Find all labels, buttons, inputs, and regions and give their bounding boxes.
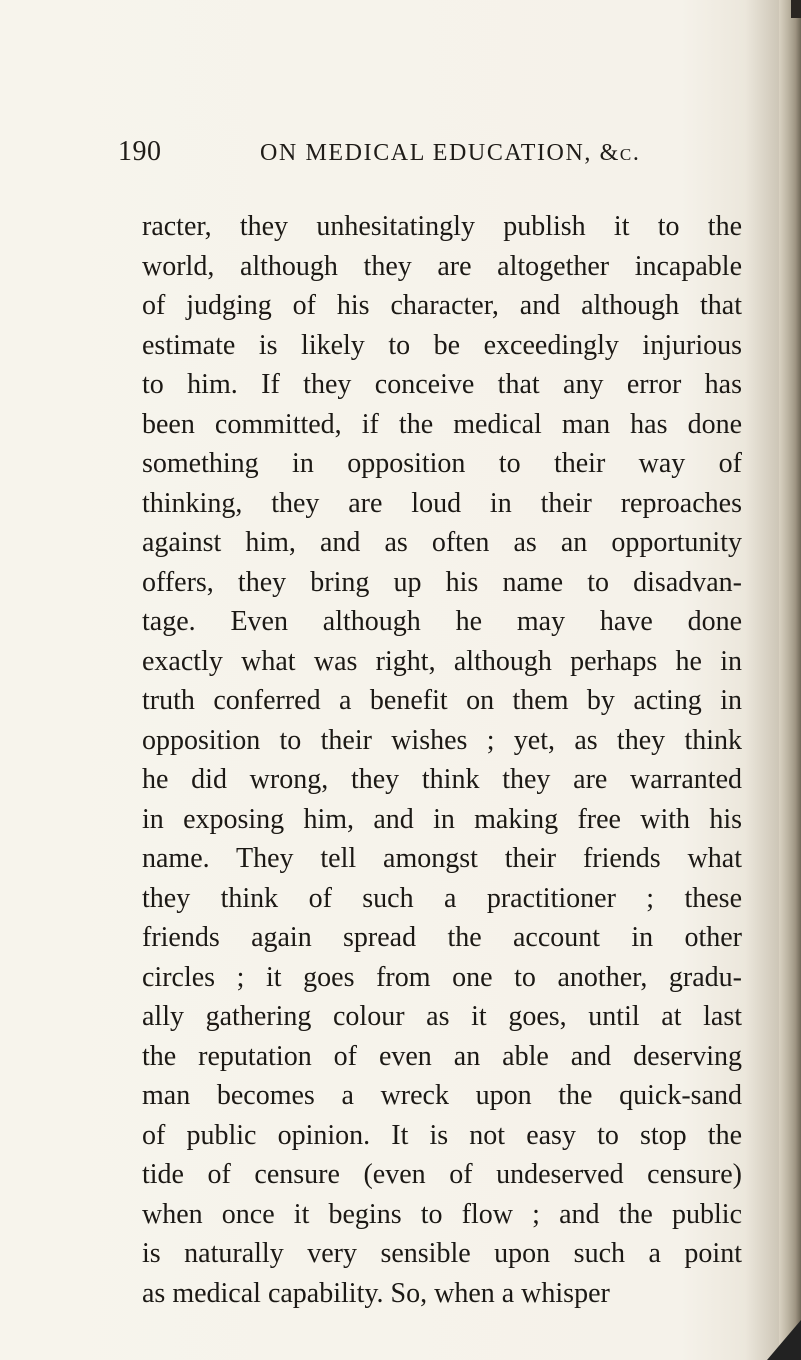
text-line: truth conferred a benefit on them by acting in: [142, 685, 742, 716]
text-line: they think of such a practitioner ; these: [142, 882, 742, 914]
text-line: ally gathering colour as it goes, until at last: [142, 1001, 742, 1032]
body-text: [142, 207, 742, 1313]
text-line: friends again spread the account in other: [142, 922, 742, 953]
text-line: the reputation of even an able and deserving: [142, 1040, 742, 1072]
text-line: world, although they are altogether incapable: [142, 250, 742, 282]
text-line: in exposing him, and in making free with his: [142, 803, 742, 835]
text-line: thinking, they are loud in their reproaches: [142, 487, 742, 519]
running-head: ON MEDICAL EDUCATION, &c.: [260, 140, 641, 166]
text-line: when once it begins to flow ; and the public: [142, 1198, 742, 1230]
text-line: exactly what was right, although perhaps he in: [142, 645, 742, 677]
page-number: 190: [118, 136, 162, 167]
book-spine-edge: [779, 0, 801, 1360]
text-line: been committed, if the medical man has done: [142, 408, 742, 440]
spine-shadow-top: [791, 0, 801, 18]
text-line: opposition to their wishes ; yet, as they think: [142, 724, 742, 756]
text-line: he did wrong, they think they are warranted: [142, 764, 742, 795]
text-line: tage. Even although he may have done: [142, 606, 742, 637]
text-line: tide of censure (even of undeserved censure): [142, 1159, 742, 1190]
text-line: is naturally very sensible upon such a point: [142, 1238, 742, 1269]
text-line: of public opinion. It is not easy to stop the: [142, 1119, 742, 1151]
text-line: of judging of his character, and although that: [142, 290, 742, 321]
text-line: circles ; it goes from one to another, gradu-: [142, 961, 742, 993]
text-line: offers, they bring up his name to disadvan-: [142, 566, 742, 598]
text-line: against him, and as often as an opportunity: [142, 527, 742, 558]
text-line: racter, they unhesitatingly publish it to the: [142, 211, 742, 242]
text-line: man becomes a wreck upon the quick-sand: [142, 1080, 742, 1111]
text-line: estimate is likely to be exceedingly injurious: [142, 329, 742, 361]
text-line: as medical capability. So, when a whisper: [142, 1277, 610, 1309]
text-line: name. They tell amongst their friends what: [142, 843, 742, 874]
text-line: to him. If they conceive that any error has: [142, 369, 742, 400]
page-header: [118, 136, 678, 180]
text-line: something in opposition to their way of: [142, 448, 742, 479]
spine-shadow-bottom: [767, 1320, 801, 1360]
